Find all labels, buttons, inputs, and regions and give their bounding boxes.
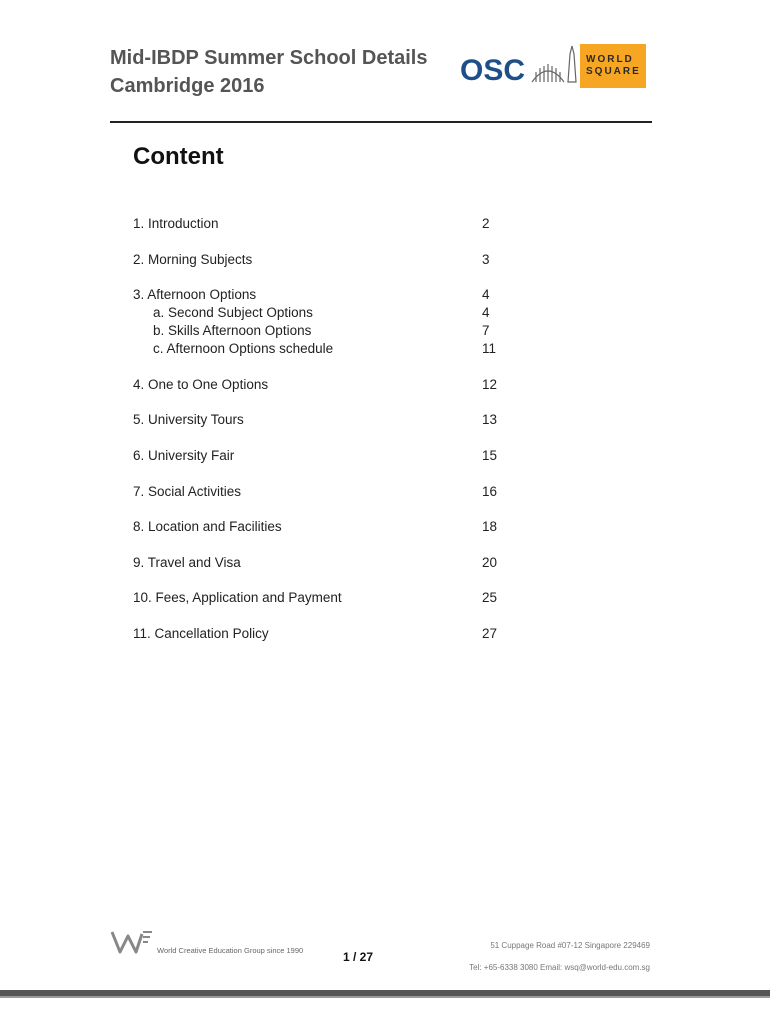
toc-item-label: 11. Cancellation Policy [133, 626, 269, 641]
footer-address-block [469, 935, 650, 979]
toc-item-label: 9. Travel and Visa [133, 555, 241, 570]
wce-logo [110, 928, 154, 961]
toc-item-label: b. Skills Afternoon Options [153, 323, 312, 338]
toc-item-page: 20 [482, 555, 498, 570]
toc-item-page: 3 [482, 252, 490, 267]
toc-item[interactable] [133, 323, 503, 341]
footer-group-text: World Creative Education Group since 1990 [157, 946, 304, 955]
toc-item-page: 12 [482, 377, 498, 392]
toc-item-label: c. Afternoon Options schedule [153, 341, 334, 356]
toc-item[interactable] [133, 626, 503, 644]
world-square-text-2: SQUARE [586, 66, 641, 77]
building-icon [532, 46, 576, 82]
toc-item[interactable] [133, 305, 503, 323]
toc-item[interactable] [133, 519, 503, 537]
wce-logo-icon [110, 928, 154, 956]
logos [460, 42, 652, 90]
osc-world-square-logo [460, 42, 652, 90]
toc-item-label: 1. Introduction [133, 216, 219, 231]
toc-item[interactable] [133, 590, 503, 608]
toc-item-page: 18 [482, 519, 498, 534]
world-square-text-1: WORLD [586, 54, 634, 65]
toc-item-label: 3. Afternoon Options [133, 287, 257, 302]
toc-item-page: 25 [482, 590, 498, 605]
toc-item-page: 7 [482, 323, 490, 338]
toc-item-page: 13 [482, 412, 498, 427]
toc-item[interactable] [133, 216, 503, 234]
header-rule [110, 121, 652, 123]
toc-item[interactable] [133, 252, 503, 270]
toc-item[interactable] [133, 341, 503, 359]
toc-item-label: 5. University Tours [133, 412, 244, 427]
title-line-2: Cambridge 2016 [110, 75, 265, 97]
toc-item-page: 2 [482, 216, 490, 231]
toc-item[interactable] [133, 412, 503, 430]
toc-item[interactable] [133, 484, 503, 502]
content-heading: Content [133, 143, 224, 170]
toc-item-label: 7. Social Activities [133, 484, 242, 499]
toc-item-page: 4 [482, 287, 490, 302]
toc-item[interactable] [133, 377, 503, 395]
toc-item[interactable] [133, 287, 503, 305]
toc-item-page: 4 [482, 305, 490, 320]
footer-address: 51 Cuppage Road #07-12 Singapore 229469 [490, 941, 650, 950]
toc-item-page: 27 [482, 626, 498, 641]
toc-item[interactable] [133, 448, 503, 466]
toc-item-label: 4. One to One Options [133, 377, 269, 392]
toc-item-label: 2. Morning Subjects [133, 252, 253, 267]
toc-item-label: 10. Fees, Application and Payment [133, 590, 342, 605]
toc-item-page: 15 [482, 448, 498, 463]
toc-item[interactable] [133, 555, 503, 573]
toc-item-label: a. Second Subject Options [153, 305, 313, 320]
document-title [110, 44, 427, 100]
toc-item-label: 6. University Fair [133, 448, 235, 463]
page-number: 1 / 27 [343, 950, 374, 964]
toc-item-page: 11 [482, 341, 497, 356]
footer-contact: Tel: +65-6338 3080 Email: wsq@world-edu.com.sg [469, 963, 650, 972]
bottom-bar-shadow [0, 996, 770, 998]
title-line-1: Mid-IBDP Summer School Details [110, 47, 428, 69]
osc-logo-text: OSC [460, 54, 526, 87]
toc-item-label: 8. Location and Facilities [133, 519, 282, 534]
toc-item-page: 16 [482, 484, 498, 499]
